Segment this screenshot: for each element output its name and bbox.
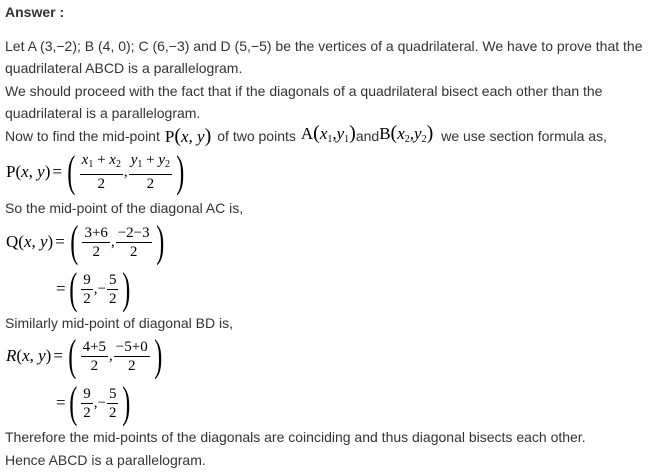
p3-end: we use section formula as, — [441, 128, 607, 144]
r-result-eq: = — [56, 393, 66, 412]
q-den1: 2 — [92, 243, 100, 260]
q-result: = ( $\frac{9}{2}$ ,− $\frac{5}{2}$ ) — [56, 264, 131, 313]
paragraph-6: Therefore the mid-points of the diagonals are coinciding and thus diagonal bisects each other. — [5, 429, 586, 445]
q-res-den1: 2 — [83, 290, 91, 307]
r-den1: 2 — [90, 357, 99, 374]
r-result: = ( $\frac{9}{2}$ ,− $\frac{5}{2}$ ) — [56, 378, 131, 427]
p3-start: Now to find the mid-point — [5, 128, 160, 144]
r-num1: 4+5 — [82, 338, 107, 355]
paragraph-1b: quadrilateral ABCD is a parallelogram. — [5, 60, 243, 76]
answer-heading: Answer : — [5, 4, 65, 20]
q-res-den2: 2 — [108, 290, 117, 307]
q-res-num2: 5 — [108, 271, 117, 288]
r-eq-sign: = — [53, 346, 63, 365]
paragraph-1a: Let A (3,−2); B (4, 0); C (6,−3) and D (5,−5) be the vertices of a quadrilateral. We have to prove that the — [5, 38, 643, 54]
q-label: Q — [6, 232, 19, 251]
q-res-sign: − — [97, 280, 106, 297]
inline-B-point: $B(x_2,y_2)$ — [379, 122, 434, 145]
r-num2: −5+0 — [115, 338, 148, 355]
p3-and: and — [355, 128, 380, 144]
paragraph-5: Similarly mid-point of diagonal BD is, — [5, 315, 233, 331]
r-res-sign: − — [97, 394, 106, 411]
paragraph-7: Hence ABCD is a parallelogram. — [5, 452, 206, 468]
q-equation: Q(x, y) = ( $\frac{3+6}{2}$ , $\frac{-2-3}{2}$ ) — [6, 217, 164, 266]
q-result-eq: = — [56, 279, 66, 298]
r-res-num1: 9 — [83, 385, 91, 402]
q-den2: 2 — [129, 243, 138, 260]
paragraph-4: So the mid-point of the diagonal AC is, — [5, 200, 244, 216]
q-comma: , — [110, 233, 115, 250]
q-eq-sign: = — [55, 232, 65, 251]
inline-P-xy: P(x, y) — [164, 125, 212, 147]
paragraph-2a: We should proceed with the fact that if the diagonals of a quadrilateral bisect each other than the — [5, 83, 603, 99]
r-res-den1: 2 — [83, 404, 91, 421]
r-label: R — [6, 346, 17, 365]
p3-mid1: of two points — [217, 128, 296, 144]
midpoint-formula: P(x, y) = ( $\frac{x_1 + x_2}{2}$ , $\frac{y_1 + y_2}{2}$ ) — [6, 147, 185, 196]
q-res-num1: 9 — [83, 271, 91, 288]
r-res-den2: 2 — [108, 404, 117, 421]
q-num2: −2−3 — [117, 224, 150, 241]
r-equation: R(x, y) = ( $\frac{4+5}{2}$ , $\frac{-5+0}{2}$ ) — [6, 331, 163, 380]
q-num1: 3+6 — [84, 224, 108, 241]
paragraph-2b: quadrilateral is a parallelogram. — [5, 105, 201, 121]
inline-A-point: $A(x_1,y_1)$ — [300, 122, 356, 145]
paragraph-3 — [5, 122, 607, 148]
r-res-num2: 5 — [108, 385, 117, 402]
r-den2: 2 — [128, 357, 136, 374]
r-comma: , — [109, 347, 113, 364]
